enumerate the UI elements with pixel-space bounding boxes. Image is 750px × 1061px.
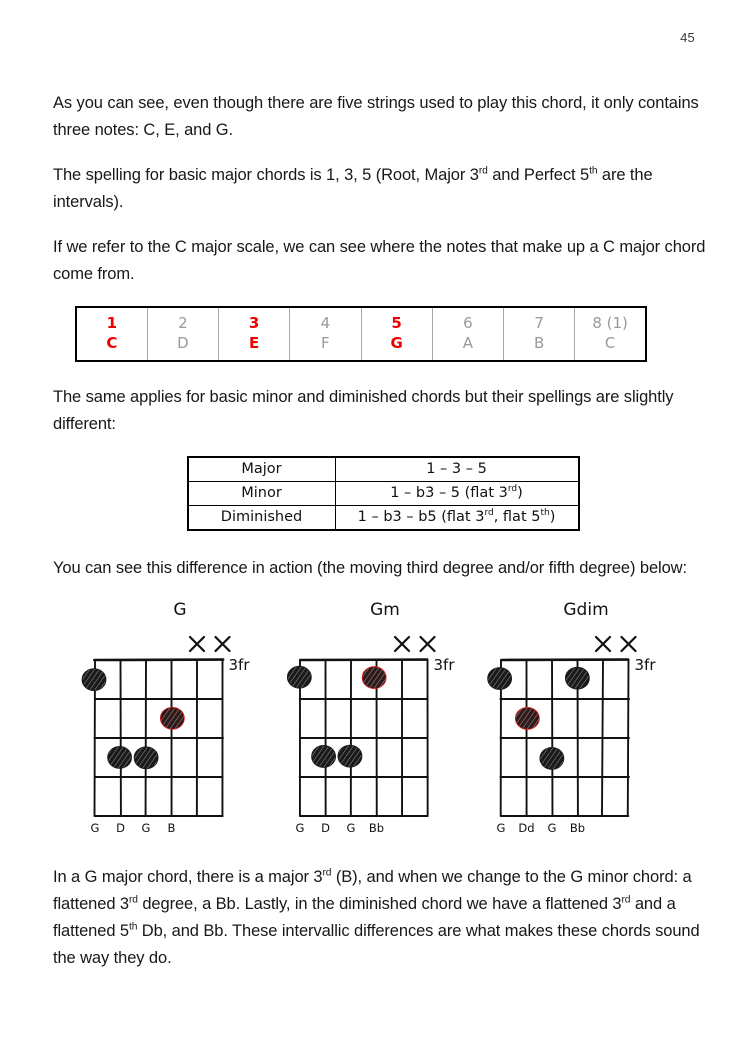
- chord-dot: [288, 667, 311, 688]
- table-row: [188, 482, 579, 506]
- scale-cell-1: [76, 307, 147, 361]
- paragraph-major-spelling: [53, 162, 713, 216]
- table-row: [188, 506, 579, 531]
- c-major-scale-table-wrapper: [75, 306, 713, 362]
- scale-note: C: [106, 334, 118, 352]
- string-note-label: G: [295, 821, 305, 835]
- string-note-label: D: [321, 821, 330, 835]
- chord-grid-svg: [280, 620, 490, 850]
- conclusion-text-e: Db, and Bb. These intervallic differences are what makes these chords sound the way they do.: [53, 922, 700, 967]
- scale-table-row: [76, 307, 646, 361]
- c-major-scale-text: If we refer to the C major scale, we can see where the notes that make up a C major chord come from.: [53, 238, 706, 283]
- major-spelling-text-b: and Perfect 5: [487, 166, 590, 184]
- chord-diagram-title: Gdim: [563, 600, 609, 620]
- scale-degree: 8 (1): [592, 314, 628, 332]
- chord-diagram-gdim: [481, 600, 691, 850]
- chord-dot-accent: [516, 708, 539, 729]
- scale-degree: 3: [248, 314, 260, 332]
- major-spelling-text-a: The spelling for basic major chords is 1, 3, 5 (Root, Major 3: [53, 166, 479, 184]
- table-row: [188, 457, 579, 482]
- chord-dot: [135, 747, 158, 768]
- scale-note: F: [321, 334, 330, 352]
- chord-type-name: Diminished: [188, 506, 336, 531]
- string-note-label: G: [496, 821, 506, 835]
- scale-note: D: [177, 334, 189, 352]
- chord-spelling-table-wrapper: [53, 456, 713, 531]
- string-note-label: Bb: [368, 821, 385, 835]
- paragraph-minor-dim-intro: [53, 384, 713, 438]
- ordinal-suffix-th: th: [128, 921, 138, 933]
- chord-dot: [82, 669, 105, 690]
- paragraph-conclusion: [53, 864, 713, 972]
- scale-note: C: [604, 334, 616, 352]
- c-major-scale-table: [75, 306, 647, 362]
- page-content: [53, 90, 713, 990]
- ordinal-suffix-th: th: [540, 508, 550, 519]
- chord-dot-accent: [363, 667, 386, 688]
- paragraph-difference-intro: [53, 555, 713, 582]
- paragraph-intro: [53, 90, 713, 144]
- chord-diagram-title: G: [173, 600, 187, 620]
- chord-type-name: Minor: [188, 482, 336, 506]
- spelling-part-c: ): [549, 509, 556, 525]
- scale-cell-8: [575, 307, 646, 361]
- string-line: [602, 660, 603, 816]
- chord-type-name: Major: [188, 457, 336, 482]
- string-note-label: G: [346, 821, 356, 835]
- major-spelling-text-c: are the intervals).: [53, 166, 653, 211]
- string-note-label: G: [547, 821, 557, 835]
- scale-cell-2: [147, 307, 218, 361]
- scale-degree: 5: [391, 314, 402, 332]
- chord-dot: [540, 748, 563, 769]
- scale-cell-5: [361, 307, 432, 361]
- scale-note: B: [533, 334, 545, 352]
- chord-spelling-table: [187, 456, 580, 531]
- chord-diagram-g: [75, 600, 285, 850]
- chord-dot: [566, 668, 589, 689]
- scale-cell-3: [219, 307, 290, 361]
- paragraph-intro-text: As you can see, even though there are five strings used to play this chord, it only contains three notes: C, E, and G.: [53, 94, 699, 139]
- spelling-part-b: , flat 5: [493, 509, 541, 525]
- scale-note: G: [390, 334, 403, 352]
- chord-diagram-gm: [280, 600, 490, 850]
- conclusion-text-b: (B), and when we change to the G minor chord: a flattened 3: [53, 868, 692, 913]
- fret-position-label: 3fr: [433, 656, 455, 674]
- chord-spelling-value: [335, 457, 579, 482]
- ordinal-suffix-rd: rd: [507, 484, 518, 495]
- ordinal-suffix-th: th: [589, 165, 598, 177]
- conclusion-text-c: degree, a Bb. Lastly, in the diminished chord we have a flattened 3: [137, 895, 622, 913]
- scale-degree: 2: [178, 314, 188, 332]
- spelling-part-b: ): [517, 485, 523, 501]
- scale-note: A: [462, 334, 473, 352]
- difference-intro-text: You can see this difference in action (the moving third degree and/or fifth degree) below:: [53, 559, 687, 577]
- chord-grid-g: [82, 637, 250, 835]
- string-note-label: G: [90, 821, 100, 835]
- chord-diagram-title: Gm: [370, 600, 400, 620]
- chord-dot-accent: [161, 708, 184, 729]
- string-line: [628, 660, 629, 816]
- chord-dot: [488, 668, 511, 689]
- spelling-part-a: 1 – b3 – b5 (flat 3: [357, 509, 485, 525]
- spelling-part-a: 1 – b3 – 5 (flat 3: [390, 485, 508, 501]
- scale-cell-6: [432, 307, 503, 361]
- minor-dim-intro-text: The same applies for basic minor and diminished chords but their spellings are slightly different:: [53, 388, 674, 433]
- chord-spelling-value: [335, 506, 579, 531]
- string-note-label: G: [141, 821, 151, 835]
- conclusion-text-a: In a G major chord, there is a major 3: [53, 868, 323, 886]
- scale-degree: 6: [463, 314, 473, 332]
- ordinal-suffix-rd: rd: [478, 165, 488, 177]
- spelling-part-a: 1 – 3 – 5: [426, 461, 487, 477]
- scale-degree: 4: [320, 314, 331, 332]
- chord-grid-svg: [481, 620, 691, 850]
- chord-diagrams-row: [53, 600, 713, 850]
- scale-cell-4: [290, 307, 361, 361]
- fret-position-label: 3fr: [228, 656, 250, 674]
- paragraph-c-major-scale: [53, 234, 713, 288]
- scale-degree: 7: [534, 314, 544, 332]
- chord-dot: [338, 746, 361, 767]
- conclusion-text-d: and a flattened 5: [53, 895, 676, 940]
- scale-note: E: [249, 334, 260, 352]
- chord-spelling-value: [335, 482, 579, 506]
- chord-grid-g: [288, 637, 456, 835]
- string-note-label: Bb: [569, 821, 586, 835]
- chord-grid-g: [488, 637, 656, 835]
- chord-dot: [312, 746, 335, 767]
- string-note-label: B: [167, 821, 176, 835]
- string-note-label: D: [116, 821, 125, 835]
- ordinal-suffix-rd: rd: [484, 508, 494, 519]
- ordinal-suffix-rd: rd: [621, 894, 631, 906]
- scale-cell-7: [504, 307, 575, 361]
- scale-degree: 1: [106, 314, 118, 332]
- chord-dot: [108, 747, 131, 768]
- page-number: 45: [680, 30, 695, 45]
- chord-grid-svg: [75, 620, 285, 850]
- ordinal-suffix-rd: rd: [128, 894, 138, 906]
- ordinal-suffix-rd: rd: [322, 867, 332, 879]
- string-note-label: Dd: [518, 821, 535, 835]
- fret-position-label: 3fr: [634, 656, 656, 674]
